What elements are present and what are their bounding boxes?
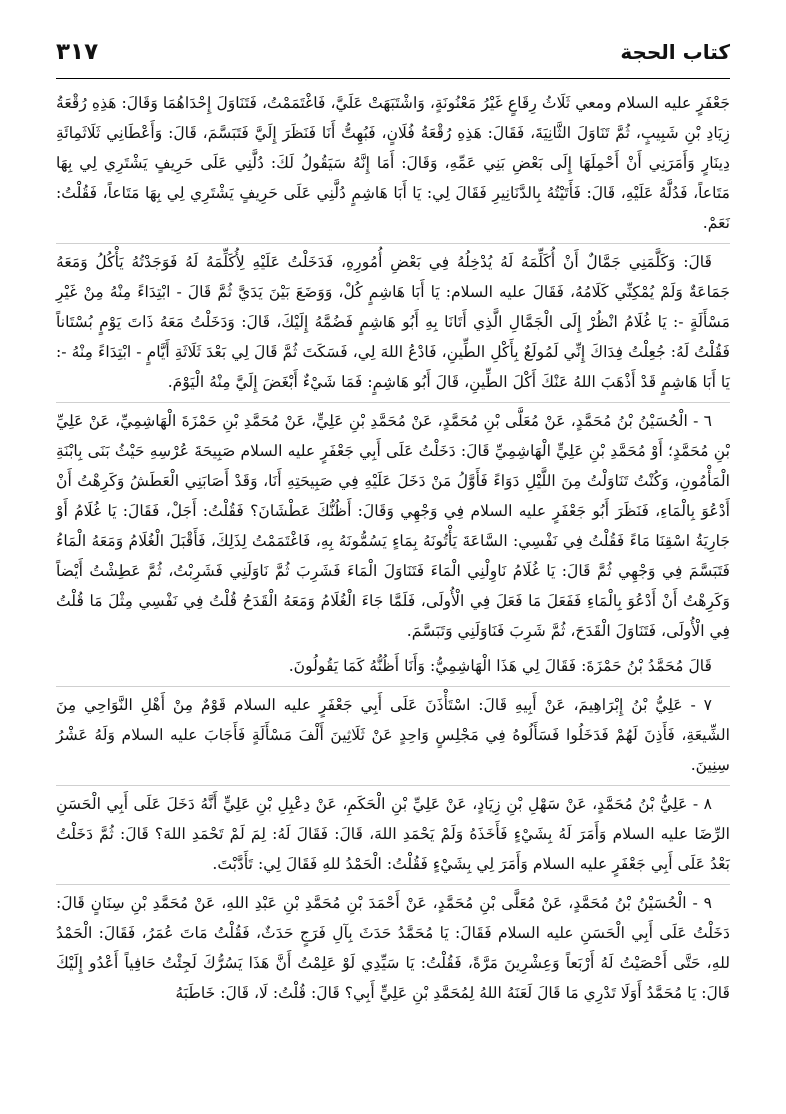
hadith-7: ٧ - عَلِيُّ بْنُ إِبْرَاهِيمَ، عَنْ أَبِيهِ قَالَ: اسْتَأْذَنَ عَلَى أَبِي جَعْفَرٍ عليه السلام قَوْمٌ مِنْ أَهْلِ النَّوَاحِي مِنَ الشِّيعَةِ، فَأَذِنَ لَهُمْ فَدَخَلُوا فَسَأَلُوهُ فِي مَجْلِسٍ وَاحِدٍ عَنْ ثَلَاثِينَ أَلْفَ مَسْأَلَةٍ فَأَجَابَ عليه السلام وَلَهُ عَشْرُ سِنِينَ. — [56, 696, 730, 774]
paragraph-divider — [56, 785, 730, 786]
paragraph-divider — [56, 402, 730, 403]
book-title: كتاب الحجة — [620, 40, 730, 64]
hadith-8: ٨ - عَلِيُّ بْنُ مُحَمَّدٍ، عَنْ سَهْلِ بْنِ زِيَادٍ، عَنْ عَلِيِّ بْنِ الْحَكَمِ، عَنْ دِعْبِلِ بْنِ عَلِيٍّ أَنَّهُ دَخَلَ عَلَى أَبِي الْحَسَنِ الرِّضَا عليه السلام وَأَمَرَ لَهُ بِشَيْءٍ فَأَخَذَهُ وَلَمْ يَحْمَدِ اللهَ، قَالَ: فَقَالَ لَهُ: لِمَ لَمْ تَحْمَدِ اللهَ؟ قَالَ: ثُمَّ دَخَلْتُ بَعْدُ عَلَى أَبِي جَعْفَرٍ عليه السلام وَأَمَرَ لِي بِشَيْءٍ فَقُلْتُ: الْحَمْدُ للهِ فَقَالَ لِي: تَأَدَّبْتَ. — [56, 795, 730, 873]
paragraph-1: جَعْفَرٍ عليه السلام ومعي ثَلَاثُ رِقَاعٍ غَيْرُ مَعْنُونَةٍ، وَاشْتَبَهَتْ عَلَيَّ، فَاغْتَمَمْتُ، فَتَنَاوَلَ إِحْدَاهُمَا وَقَالَ: هَذِهِ رُقْعَةُ زِيَادِ بْنِ شَبِيبٍ، ثُمَّ تَنَاوَلَ الثَّانِيَةَ، فَقَالَ: هَذِهِ رُقْعَةُ فُلَانٍ، فَبُهِتُّ أَنَا فَنَظَرَ إِلَيَّ فَتَبَسَّمَ، قَالَ: وَأَعْطَانِي ثَلَاثَمِائَةِ دِينَارٍ وَأَمَرَنِي أَنْ أَحْمِلَهَا إِلَى بَعْضِ بَنِي عَمِّهِ، وَقَالَ: أَمَا إِنَّهُ سَيَقُولُ لَكَ: دُلَّنِي عَلَى حَرِيفٍ يَشْتَرِي لِي بِهَا مَتَاعاً، فَدُلَّهُ عَلَيْهِ، قَالَ: فَأَتَيْتُهُ بِالدَّنَانِيرِ فَقَالَ لِي: يَا أَبَا هَاشِمٍ دُلَّنِي عَلَى حَرِيفٍ يَشْتَرِي لِي بِهَا مَتَاعاً، فَقُلْتُ: نَعَمْ. — [56, 94, 730, 232]
hadith-9: ٩ - الْحُسَيْنُ بْنُ مُحَمَّدٍ، عَنْ مُعَلَّى بْنِ مُحَمَّدٍ، عَنْ أَحْمَدَ بْنِ مُحَمَّدِ بْنِ عَبْدِ اللهِ، عَنْ مُحَمَّدِ بْنِ سِنَانٍ قَالَ: دَخَلْتُ عَلَى أَبِي الْحَسَنِ عليه السلام فَقَالَ: يَا مُحَمَّدُ حَدَثَ بِآلِ فَرَجٍ حَدَثٌ، فَقُلْتُ مَاتَ عُمَرُ، فَقَالَ: الْحَمْدُ للهِ، حَتَّى أَحْصَيْتُ لَهُ أَرْبَعاً وَعِشْرِينَ مَرَّةً، فَقُلْتُ: يَا سَيِّدِي لَوْ عَلِمْتُ أَنَّ هَذَا يَسُرُّكَ لَجِئْتُ حَافِياً أَعْدُو إِلَيْكَ قَالَ: يَا مُحَمَّدُ أَوَلَا تَدْرِي مَا قَالَ لَعَنَهُ اللهُ لِمُحَمَّدِ بْنِ عَلِيٍّ أَبِي؟ قَالَ: قُلْتُ: لَا، قَالَ: خَاطَبَهُ — [56, 894, 730, 1002]
body-text — [56, 88, 730, 1104]
hadith-6: ٦ - الْحُسَيْنُ بْنُ مُحَمَّدٍ، عَنْ مُعَلَّى بْنِ مُحَمَّدٍ، عَنْ مُحَمَّدِ بْنِ عَلِيٍّ، عَنْ مُحَمَّدِ بْنِ حَمْزَةَ الْهَاشِمِيِّ، عَنْ عَلِيِّ بْنِ مُحَمَّدٍ؛ أَوْ مُحَمَّدِ بْنِ عَلِيٍّ الْهَاشِمِيِّ قَالَ: دَخَلْتُ عَلَى أَبِي جَعْفَرٍ عليه السلام صَبِيحَةَ عُرْسِهِ حَيْثُ بَنَى بِابْنَةِ الْمَأْمُونِ، وَكُنْتُ تَنَاوَلْتُ مِنَ اللَّيْلِ دَوَاءً فَأَوَّلُ مَنْ دَخَلَ عَلَيْهِ فِي صَبِيحَتِهِ أَنَا، وَقَدْ أَصَابَنِي الْعَطَشُ وَكَرِهْتُ أَنْ أَدْعُوَ بِالْمَاءِ، فَنَظَرَ أَبُو جَعْفَرٍ عليه السلام فِي وَجْهِي وَقَالَ: أَظُنُّكَ عَطْشَانَ؟ فَقُلْتُ: أَجَلْ، فَقَالَ: يَا غُلَامُ أَوْ جَارِيَةُ اسْقِنَا مَاءً فَقُلْتُ فِي نَفْسِي: السَّاعَةَ يَأْتُونَهُ بِمَاءٍ يَسُمُّونَهُ بِهِ، فَاغْتَمَمْتُ لِذَلِكَ، فَأَقْبَلَ الْغُلَامُ وَمَعَهُ الْمَاءُ فَتَبَسَّمَ فِي وَجْهِي ثُمَّ قَالَ: يَا غُلَامُ نَاوِلْنِي الْمَاءَ فَتَنَاوَلَ الْمَاءَ فَشَرِبَ ثُمَّ نَاوَلَنِي فَشَرِبْتُ، ثُمَّ عَطِشْتُ أَيْضاً وَكَرِهْتُ أَنْ أَدْعُوَ بِالْمَاءِ فَفَعَلَ مَا فَعَلَ فِي الْأُولَى، فَلَمَّا جَاءَ الْغُلَامُ وَمَعَهُ الْقَدَحُ قُلْتُ فِي نَفْسِي مِثْلَ مَا قُلْتُ فِي الْأُولَى، فَتَنَاوَلَ الْقَدَحَ، ثُمَّ شَرِبَ فَنَاوَلَنِي وَتَبَسَّمَ. — [56, 412, 730, 640]
paragraph-divider — [56, 884, 730, 885]
page-number: ٣١٧ — [56, 39, 99, 65]
header-rule — [56, 78, 730, 79]
paragraph-divider — [56, 686, 730, 687]
paragraph-divider — [56, 243, 730, 244]
paragraph-2: قَالَ: وَكَلَّمَنِي جَمَّالٌ أَنْ أُكَلِّمَهُ لَهُ يُدْخِلُهُ فِي بَعْضِ أُمُورِهِ، فَدَخَلْتُ عَلَيْهِ لِأُكَلِّمَهُ لَهُ فَوَجَدْتُهُ يَأْكُلُ وَمَعَهُ جَمَاعَةٌ وَلَمْ يُمْكِنِّي كَلَامُهُ، فَقَالَ عليه السلام: يَا أَبَا هَاشِمٍ كُلْ، وَوَضَعَ بَيْنَ يَدَيَّ ثُمَّ قَالَ - ابْتِدَاءً مِنْهُ مِنْ غَيْرِ مَسْأَلَةٍ -: يَا غُلَامُ انْظُرْ إِلَى الْجَمَّالِ الَّذِي أَتَانَا بِهِ أَبُو هَاشِمٍ فَضُمَّهُ إِلَيْكَ، قَالَ: وَدَخَلْتُ مَعَهُ ذَاتَ يَوْمٍ بُسْتَاناً فَقُلْتُ لَهُ: جُعِلْتُ فِدَاكَ إِنِّي لَمُولَعٌ بِأَكْلِ الطِّينِ، فَادْعُ اللهَ لِي، فَسَكَتَ ثُمَّ قَالَ لِي بَعْدَ ثَلَاثَةِ أَيَّامٍ - ابْتِدَاءً مِنْهُ -: يَا أَبَا هَاشِمٍ قَدْ أَذْهَبَ اللهُ عَنْكَ أَكْلَ الطِّينِ، قَالَ أَبُو هَاشِمٍ: فَمَا شَيْءٌ أَبْغَضَ إِلَيَّ مِنْهُ الْيَوْمَ. — [56, 253, 730, 391]
paragraph-narrator-note: قَالَ مُحَمَّدُ بْنُ حَمْزَةَ: فَقَالَ لِي هَذَا الْهَاشِمِيُّ: وَأَنَا أَظُنُّهُ كَمَا يَقُولُونَ. — [288, 657, 712, 675]
page-header — [56, 30, 730, 74]
